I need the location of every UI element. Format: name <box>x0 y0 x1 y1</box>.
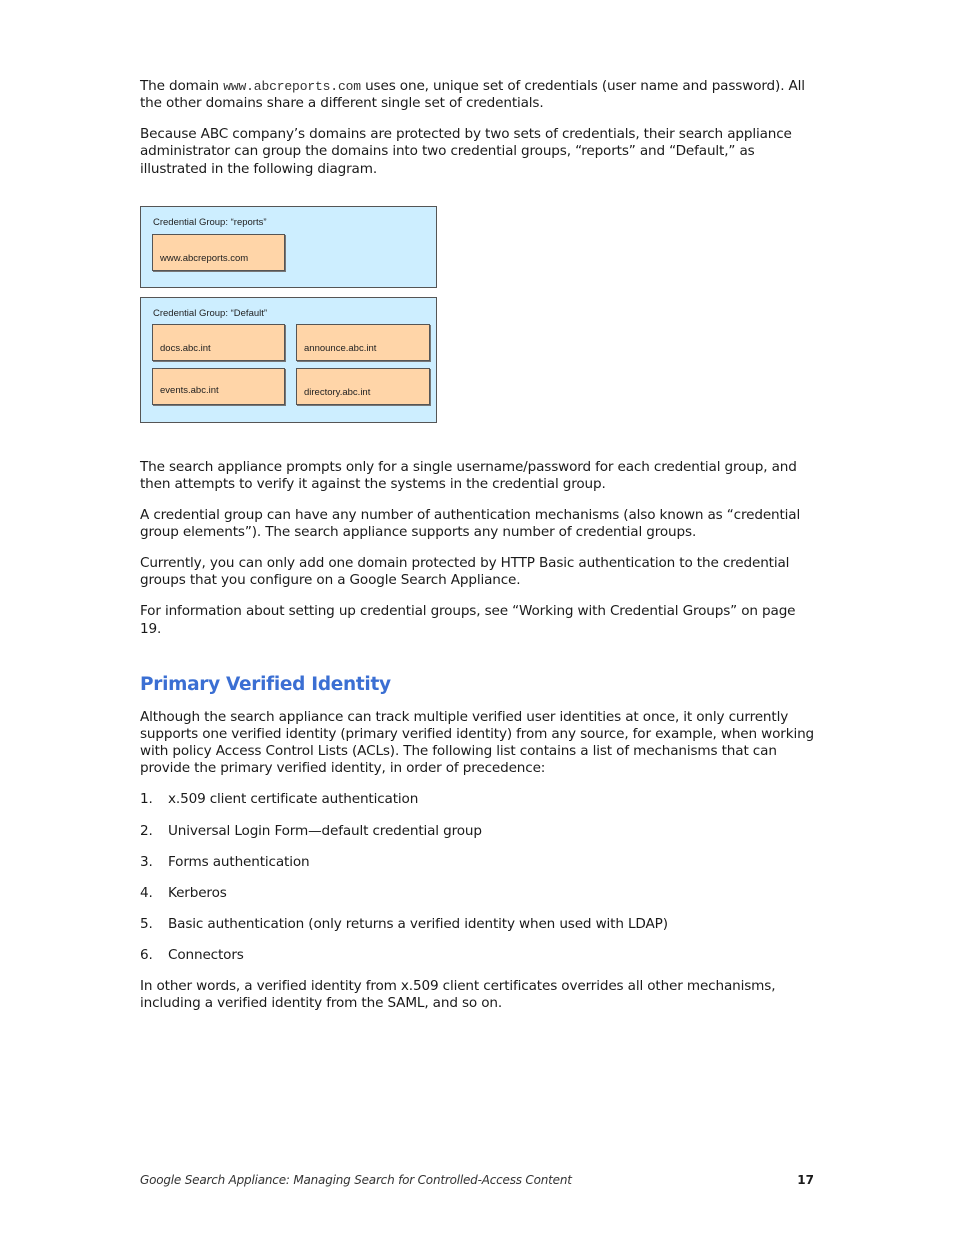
list-item <box>140 791 815 808</box>
list-item <box>140 916 815 933</box>
credential-group-label: Credential Group: “Default” <box>153 307 268 319</box>
intro-paragraph-2: Because ABC company’s domains are protected by two sets of credentials, their search appliance administrator can group the domains into two credential groups, “reports” and “Default,” as illustrated in the following diagram. <box>140 126 792 177</box>
list-item <box>140 947 815 964</box>
domain-label: www.abcreports.com <box>160 252 249 264</box>
body-paragraph: For information about setting up credential groups, see “Working with Credential Groups” on page 19. <box>140 603 796 637</box>
mechanism-list <box>140 791 815 964</box>
domain-box <box>152 324 285 361</box>
list-number: 1. <box>140 791 153 808</box>
domain-box <box>152 368 285 405</box>
body-paragraph: A credential group can have any number of authentication mechanisms (also known as “credential group elements”). The search appliance supports any number of credential groups. <box>140 507 801 541</box>
list-number: 2. <box>140 822 153 839</box>
domain-box <box>296 368 430 405</box>
list-number: 5. <box>140 915 153 932</box>
body-paragraph: The search appliance prompts only for a single username/password for each credential group, and then attempts to verify it against the systems in the credential group. <box>140 458 797 493</box>
domain-label: events.abc.int <box>160 384 219 396</box>
credential-groups-diagram <box>140 206 440 423</box>
page-footer <box>140 1173 815 1187</box>
list-text: Universal Login Form—default credential group <box>168 822 482 839</box>
domain-code: www.abcreports.com <box>223 79 361 94</box>
intro-paragraph-1 <box>140 78 815 112</box>
page-number: 17 <box>797 1173 814 1187</box>
list-number: 6. <box>140 946 153 963</box>
list-text: Basic authentication (only returns a verified identity when used with LDAP) <box>168 915 668 932</box>
list-item <box>140 823 815 840</box>
list-item <box>140 854 815 871</box>
credential-group-default <box>140 297 437 423</box>
footer-title: Google Search Appliance: Managing Search for Controlled-Access Content <box>140 1173 572 1187</box>
body-paragraph: Currently, you can only add one domain protected by HTTP Basic authentication to the credential groups that you configure on a Google Search Appliance. <box>140 555 790 589</box>
list-number: 4. <box>140 884 153 901</box>
page-content <box>140 78 815 1026</box>
list-number: 3. <box>140 853 153 870</box>
list-text: Connectors <box>168 946 244 963</box>
intro-text: uses one, unique set of credentials (user name and password). All the other domains share a different single set of credentials. <box>140 78 805 112</box>
list-item <box>140 885 815 902</box>
closing-paragraph: In other words, a verified identity from x.509 client certificates overrides all other mechanisms, including a verified identity from the SAML, and so on. <box>140 978 776 1012</box>
domain-label: directory.abc.int <box>304 386 371 398</box>
section-heading: Primary Verified Identity <box>140 673 391 695</box>
domain-label: docs.abc.int <box>160 342 211 354</box>
domain-box <box>296 324 430 361</box>
section-intro-paragraph: Although the search appliance can track multiple verified user identities at once, it only currently supports one verified identity (primary verified identity) from any source, for example, when working with policy Access Control Lists (ACLs). The following list contains a list of mechanisms that can provide the primary verified identity, in order of precedence: <box>140 708 815 777</box>
list-text: Kerberos <box>168 884 227 901</box>
list-text: x.509 client certificate authentication <box>168 791 419 808</box>
domain-box <box>152 234 285 271</box>
credential-group-reports <box>140 206 437 288</box>
list-text: Forms authentication <box>168 853 310 870</box>
domain-label: announce.abc.int <box>304 342 377 354</box>
intro-text: The domain <box>140 78 224 94</box>
credential-group-label: Credential Group: “reports” <box>153 216 267 228</box>
